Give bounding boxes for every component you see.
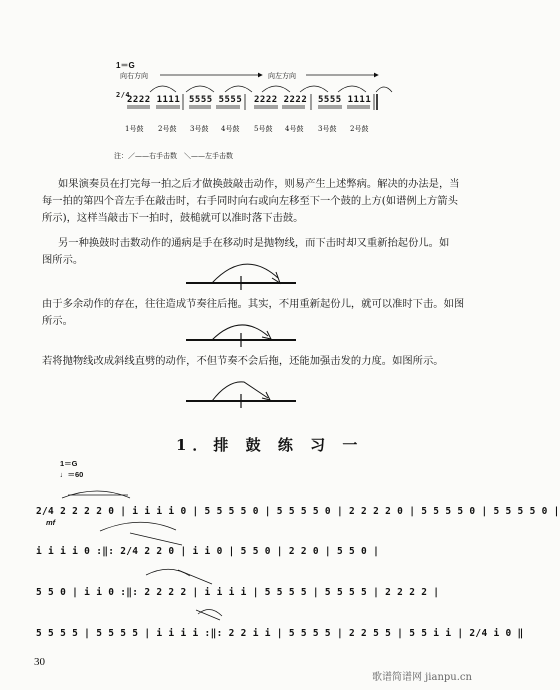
watermark: 歌谱简谱网 jianpu.cn xyxy=(372,672,472,683)
figure1-measure-2: 5555 5555 xyxy=(189,95,243,105)
figure1-footnote: 注：／——右手击数 ＼——左手击数 xyxy=(114,152,233,160)
exercise-row-4: 5 5 5 5 | 5 5 5 5 | i i i i :‖: 2 2 i i | 5 5 5 5 | 2 2 5 5 | 5 5 i i | 2/4 i 0 ‖ xyxy=(36,628,524,639)
section-title: 1．排 鼓 练 习 一 xyxy=(176,436,364,454)
dynamic-marking: mf xyxy=(46,518,56,527)
drum-label-8: 2号鼓 xyxy=(350,125,369,133)
drum-label-7: 3号鼓 xyxy=(318,125,337,133)
paragraph-4-line-1: 若将抛物线改成斜线直劈的动作，不但节奏不会后拖，还能加强击发的力度。如图所示。 xyxy=(42,355,444,367)
figure1-measure-3: 2222 2222 xyxy=(254,95,308,105)
paragraph-3-line-2: 所示。 xyxy=(42,315,73,327)
figure1-measure-4: 5555 1111 xyxy=(318,95,372,105)
paragraph-1-line-2: 每一拍的第四个音左手在敲击时，右手同时向右或向左移至下一个鼓的上方(如谱例上方箭头 xyxy=(42,195,458,207)
paragraph-1-line-1: 如果演奏员在打完每一拍之后才做换鼓敲击动作，则易产生上述弊病。解决的办法是，当 xyxy=(58,178,460,190)
drum-label-1: 1号鼓 xyxy=(125,125,144,133)
exercise-row-3: 5 5 0 | i i 0 :‖: 2 2 2 2 | i i i i | 5 5 5 5 | 5 5 5 5 | 2 2 2 2 | xyxy=(36,587,440,598)
exercise-row-1: 2/4 2 2 2 2 0 | i i i i 0 | 5 5 5 5 0 | 5 5 5 5 0 | 2 2 2 2 0 | 5 5 5 5 0 | 5 5 5 5 0 | xyxy=(36,506,560,517)
paragraph-3-line-1: 由于多余动作的存在，往往造成节奏往后拖。其实，不用重新起份儿，就可以准时下击。如图 xyxy=(42,298,465,310)
section-tempo: ♩＝60 xyxy=(60,470,84,479)
drum-label-4: 4号鼓 xyxy=(221,125,240,133)
figure1-time-signature: 2/4 xyxy=(116,91,131,99)
figure1-key: 1＝G xyxy=(116,61,135,70)
drum-label-5: 5号鼓 xyxy=(254,125,273,133)
paragraph-1-line-3: 所示)，这样当敲击下一拍时，鼓槌就可以准时落下击鼓。 xyxy=(42,212,304,224)
section-key: 1＝G xyxy=(60,459,78,468)
direction-right-label: 向右方向 xyxy=(120,72,148,80)
drum-label-3: 3号鼓 xyxy=(190,125,209,133)
paragraph-2-line-1: 另一种换鼓时击数动作的通病是手在移动时是抛物线，而下击时却又重新抬起份儿。如 xyxy=(58,237,450,249)
drum-label-6: 4号鼓 xyxy=(285,125,304,133)
figure1-measure-1: 2222 1111 xyxy=(127,95,181,105)
page-number: 30 xyxy=(34,656,45,668)
exercise-row-2: i i i i 0 :‖: 2/4 2 2 0 | i i 0 | 5 5 0 | 2 2 0 | 5 5 0 | xyxy=(36,546,380,557)
direction-left-label: 向左方向 xyxy=(268,72,296,80)
paragraph-2-line-2: 图所示。 xyxy=(42,254,84,266)
drum-label-2: 2号鼓 xyxy=(158,125,177,133)
